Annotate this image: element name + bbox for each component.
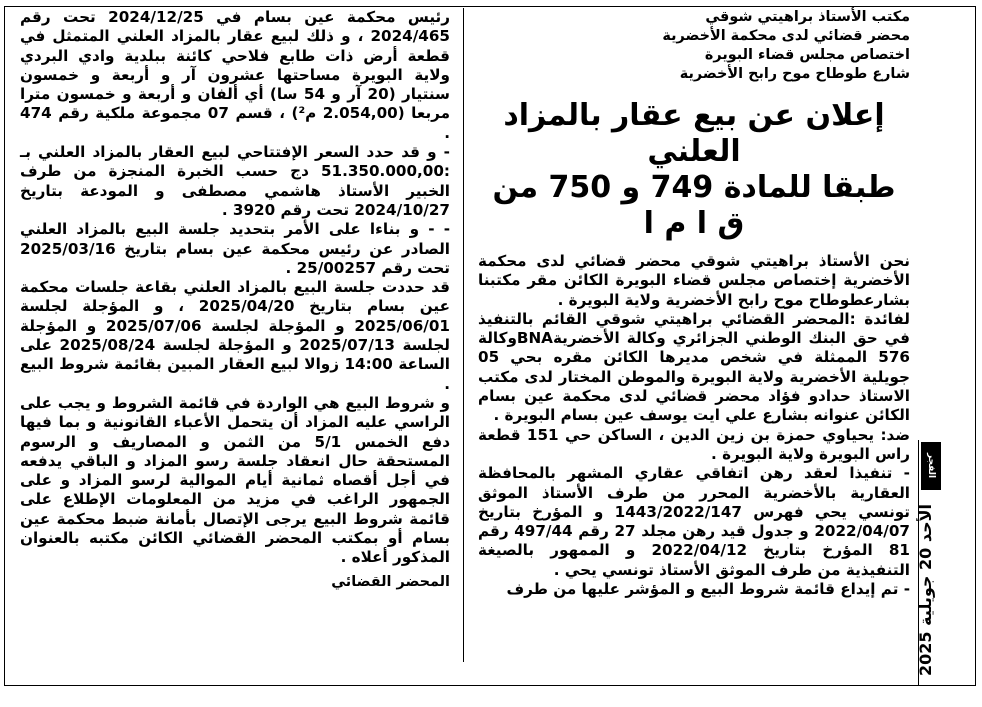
paragraph-session: قد حددت جلسة البيع بالمزاد العلني بقاعة جلسات محكمة عين بسام بتاريخ 2025/04/20 ، و المؤجلة لجلسة 2025/06/01 و المؤجلة لجلسة 2025/07/06 و المؤجلة لجلسة 2025/07/13 و المؤجلة لجلسة 2025/08/24 على الساعة 14:00 زوالا لبيع العقار المبين بقائمة شروط البيع . (20, 278, 450, 393)
newspaper-logo (921, 442, 941, 490)
paragraph-conditions: و شروط البيع هي الواردة في قائمة الشروط و يجب على الراسي عليه المزاد أن يتحمل الأعباء القانونية و بما فيها دفع الخمس 5/1 من الثمن و المصاريف و الرسوم المستحقة حال انعقاد جلسة رسو المزاد و الباقي يدفعه في أجل أقصاه ثمانية أيام الموالية لرسو المزاد و على الجمهور الراغب في مزيد من المعلومات الإطلاع على قائمة شروط البيع يرجى الإتصال بأمانة ضبط محكمة عين بسام أو بمكتب المحضر القضائي الكائن مكتبه بالعنوان المذكور أعلاه . (20, 393, 450, 567)
announcement-subtitle: طبقا للمادة 749 و 750 من ق ا م ا (492, 170, 896, 241)
paragraph-deposit: - تم إيداع قائمة شروط البيع و المؤشر عليها من طرف (506, 580, 910, 599)
logo-text: الفجر (926, 453, 936, 479)
announcement-title: إعلان عن بيع عقار بالمزاد العلني (503, 98, 885, 169)
left-body (20, 8, 450, 568)
paragraph-order: - - و بناءا على الأمر بتحديد جلسة البيع بالمزاد العلني الصادر عن رئيس محكمة عين بسام بتاريخ 2025/03/16 تحت رقم 25/00257 . (20, 220, 450, 277)
signature: المحضر القضائي (331, 573, 450, 590)
issue-date: الأحد 20 جويلية 2025 (916, 503, 935, 677)
office-header (478, 8, 910, 84)
right-body (478, 252, 910, 599)
column-divider (463, 8, 464, 662)
left-column (20, 8, 450, 658)
office-jurisdiction: اختصاص مجلس قضاء البويرة (704, 47, 910, 63)
office-address: شارع طوطاح موح رابح الأخضرية (679, 66, 910, 82)
office-role: محضر قضائي لدى محكمة الأخضرية (662, 28, 910, 44)
paragraph-bailiff: نحن الأستاذ براهيتي شوقي محضر قضائي لدى محكمة الأخضرية إختصاص مجلس قضاء البويرة الكائن مقر مكتبنا بشارعطوطاح موح رابح الأخضرية ولاية البويرة . (478, 252, 910, 309)
paragraph-beneficiary: لفائدة :المحضر القضائي براهيتي شوقي القائم بالتنفيذ في حق البنك الوطني الجزائري وكالة الأخضريةBNAوكالة 576 الممثلة في شخص مديرها الكائن مقره بحي 05 جويلية الأخضرية ولاية البويرة والموطن المختار لدى مكتب الاستاذ حدادو فؤاد محضر قضائي لدى محكمة عين بسام الكائن عنوانه بشارع علي ايت يوسف عين بسام البويرة . (478, 309, 910, 425)
office-name: مكتب الأستاذ براهيتي شوقي (705, 9, 910, 25)
paragraph-against: ضد: يحياوي حمزة بن زين الدين ، الساكن حي 151 قطعة راس البويرة ولاية البويرة . (478, 425, 910, 463)
right-column (478, 8, 910, 680)
paragraph-mortgage: - تنفيذا لعقد رهن اتفاقي عقاري المشهر بالمحافظة العقارية بالأخضرية المحرر من طرف الأستاذ الموثق تونسي يحي فهرس 1443/2022/147 و المؤرخ بتاريخ 2022/04/07 و جدول قيد رهن مجلد 27 رقم 497/44 رقم 81 المؤرخ بتاريخ 2022/04/12 و الممهور بالصيغة التنفيذية من طرف الموثق الأستاذ تونسي يحي . (478, 464, 910, 579)
paragraph-property: رئيس محكمة عين بسام في 2024/12/25 تحت رقم 2024/465 ، و ذلك لبيع عقار بالمزاد العلني المتمثل في قطعة أرض ذات طابع فلاحي كائنة ببلدية وادي البردي ولاية البويرة مساحتها عشرون آر و أربعة و خمسون سنتيار (20 آر و 54 سا) أي ألفان و أربعة و خمسون مترا مربعا (2.054,00 م²) ، قسم 07 مجموعة ملكية رقم 474 . (20, 8, 450, 142)
paragraph-price: - و قد حدد السعر الإفتتاحي لبيع العقار بالمزاد العلني بـ :51.350.000,00 دج حسب الخبرة المنجزة من طرف الخبير الأستاذ هاشمي مصطفى و المودعة بتاريخ 2024/10/27 تحت رقم 3920 . (20, 143, 450, 219)
